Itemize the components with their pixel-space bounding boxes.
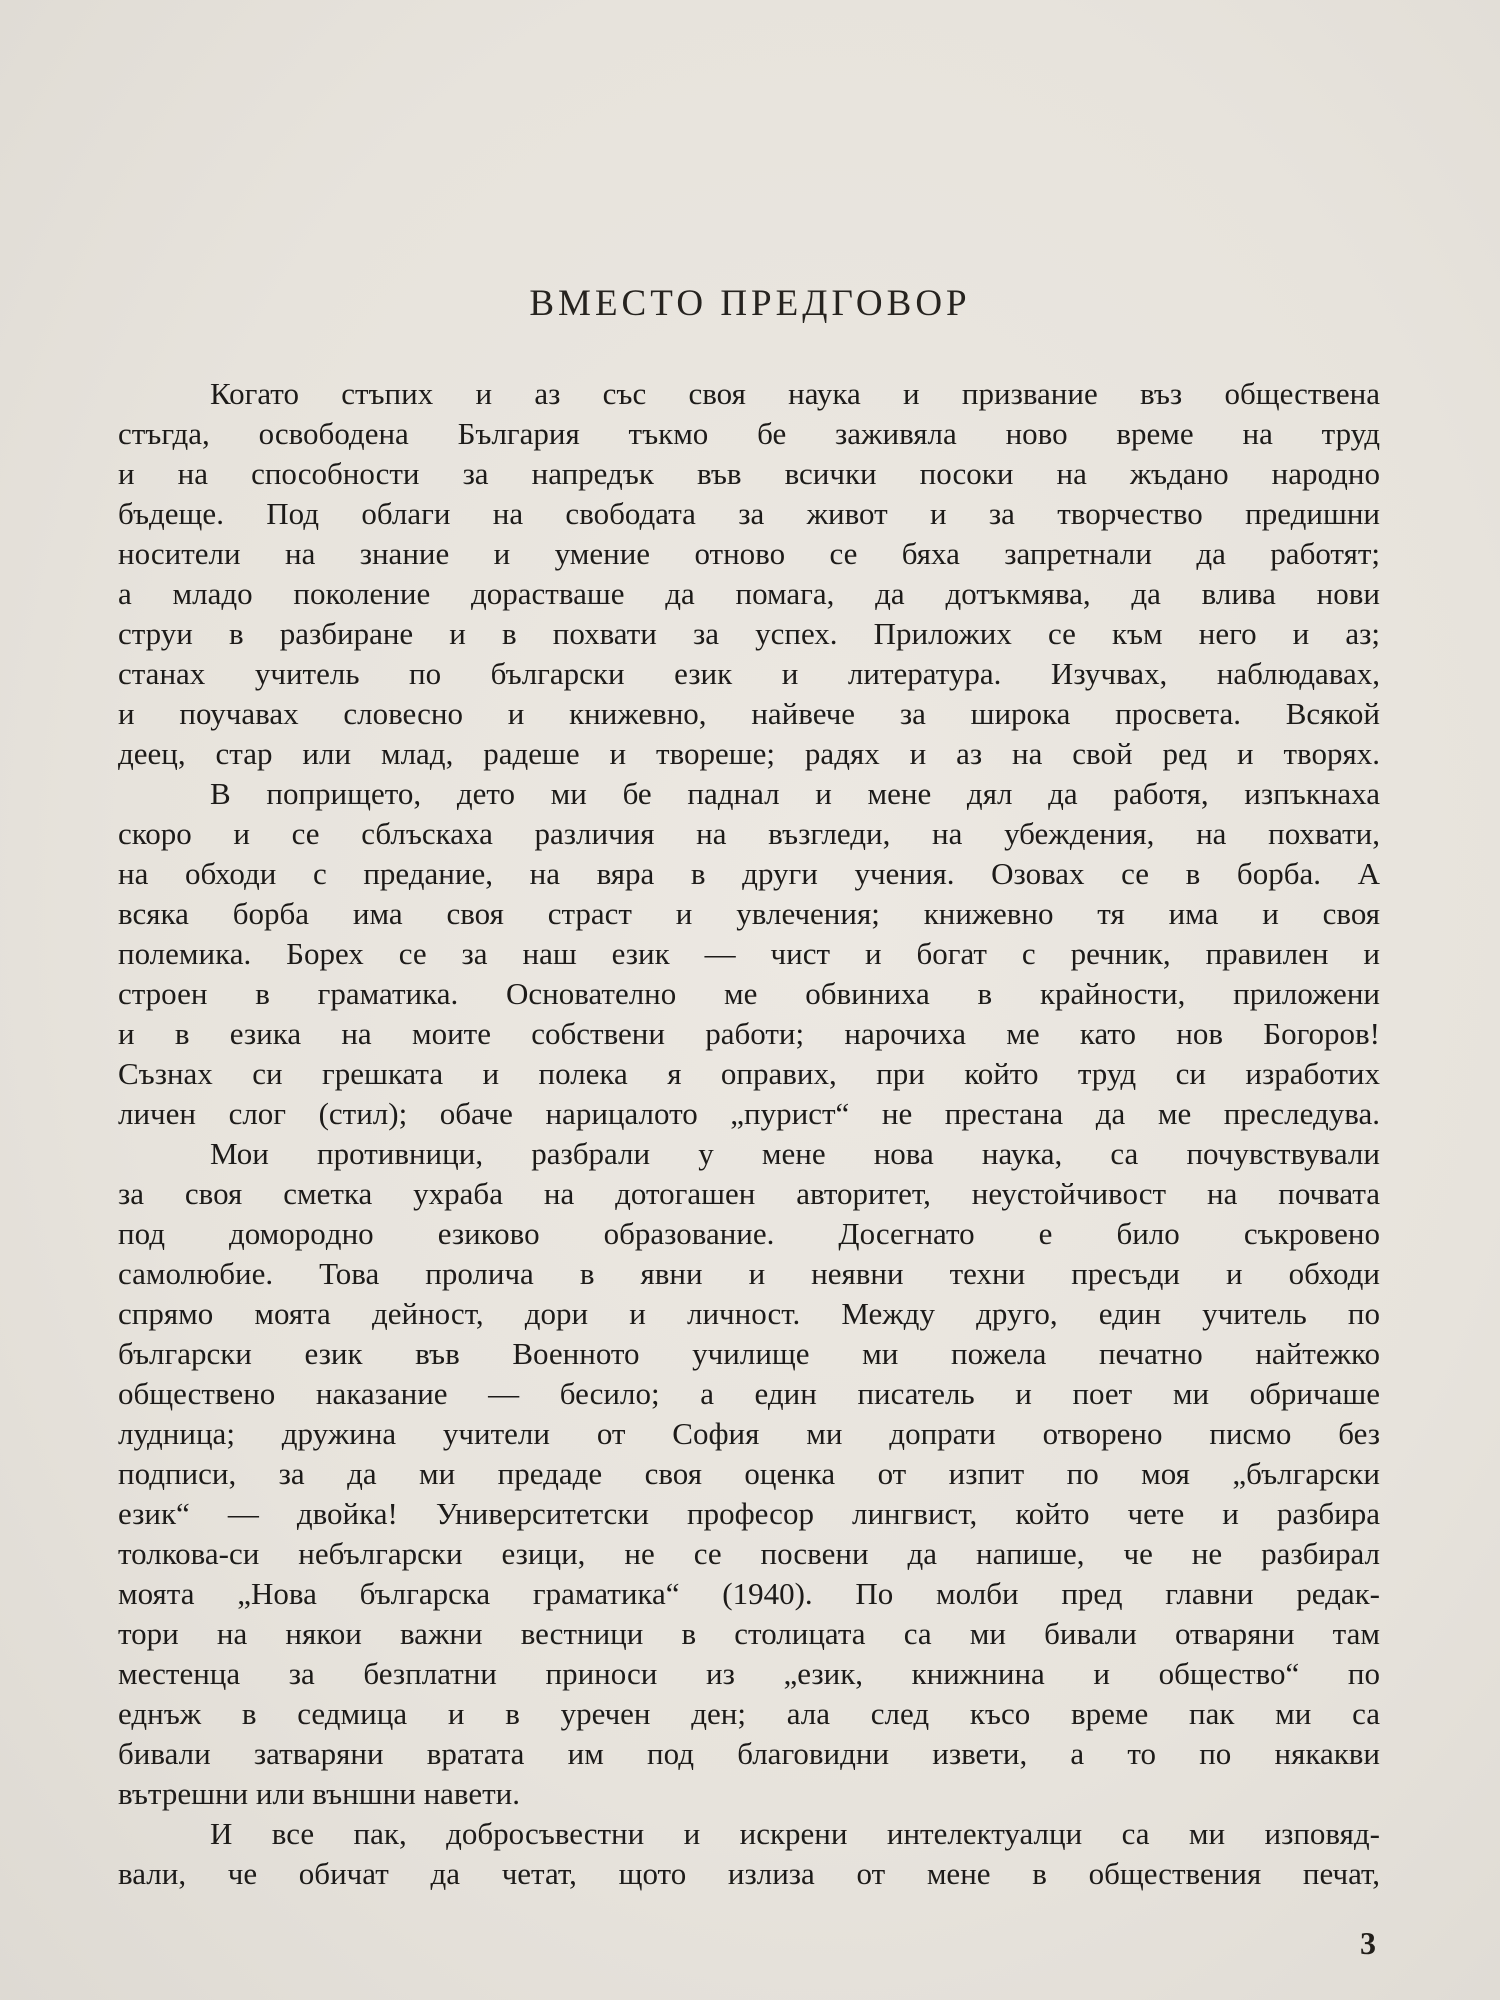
text-line: еднъж в седмица и в уречен ден; ала след късо време пак ми са (118, 1696, 1380, 1731)
body-text (118, 374, 1380, 1894)
text-line: тори на някои важни вестници в столицата са ми бивали отваряни там (118, 1616, 1380, 1651)
text-line: строен в граматика. Основателно ме обвиниха в крайности, приложени (118, 976, 1380, 1011)
text-line: спрямо моята дейност, дори и личност. Между друго, един учитель по (118, 1296, 1380, 1331)
text-line: за своя сметка ухраба на дотогашен авторитет, неустойчивост на почвата (118, 1176, 1380, 1211)
text-line: В попрището, дето ми бе паднал и мене дял да работя, изпъкнаха (210, 776, 1380, 811)
text-line: местенца за безплатни приноси из „език, книжнина и общество“ по (118, 1656, 1380, 1691)
text-line: подписи, за да ми предаде своя оценка от изпит по моя „български (118, 1456, 1380, 1491)
text-line: бъдеще. Под облаги на свободата за живот и за творчество предишни (118, 496, 1380, 531)
text-line: струи в разбиране и в похвати за успех. Приложих се към него и аз; (118, 616, 1380, 651)
text-line: носители на знание и умение отново се бяха запретнали да работят; (118, 536, 1380, 571)
text-line: Съзнах си грешката и полека я оправих, при който труд си изработих (118, 1056, 1380, 1091)
text-line: скоро и се сблъскаха различия на възгледи, на убеждения, на похвати, (118, 816, 1380, 851)
text-line: език“ — двойка! Университетски професор лингвист, който чете и разбира (118, 1496, 1380, 1531)
text-line: полемика. Борех се за наш език — чист и богат с речник, правилен и (118, 936, 1380, 971)
text-line: а младо поколение дорастваше да помага, да дотъкмява, да влива нови (118, 576, 1380, 611)
page-title: ВМЕСТО ПРЕДГОВОР (529, 283, 971, 324)
text-line: стъгда, освободена България тъкмо бе заживяла ново време на труд (118, 416, 1380, 451)
paragraph-1 (118, 374, 1380, 774)
text-line: вали, че обичат да четат, щото излиза от мене в обществения печат, (118, 1856, 1380, 1891)
text-line: под доморoдно езиково образование. Досегнато е било съкровено (118, 1216, 1380, 1251)
text-line: моята „Нова българска граматика“ (1940). По молби пред главни редак- (118, 1576, 1380, 1611)
text-line: лудница; дружина учители от София ми допрати отворено писмо без (118, 1416, 1380, 1451)
text-line: И все пак, добросъвестни и искрени интелектуалци са ми изповяд- (210, 1816, 1380, 1851)
text-line: станах учитель по български език и литература. Изучвах, наблюдавах, (118, 656, 1380, 691)
paragraph-2 (118, 774, 1380, 1134)
text-line: и поучавах словесно и книжевно, найвече за широка просвета. Всякой (118, 696, 1380, 731)
text-line: бивали затваряни вратата им под благовидни извети, а то по някакви (118, 1736, 1380, 1771)
paragraph-3 (118, 1134, 1380, 1814)
text-line: деец, стар или млад, радеше и твореше; радях и аз на свой ред и творях. (118, 736, 1380, 771)
text-line: обществено наказание — бесило; а един писатель и поет ми обричаше (118, 1376, 1380, 1411)
text-line: Мои противници, разбрали у мене нова наука, са почувствували (210, 1136, 1380, 1171)
text-line: всяка борба има своя страст и увлечения; книжевно тя има и своя (118, 896, 1380, 931)
text-line: самолюбие. Това пролича в явни и неявни техни пресъди и обходи (118, 1256, 1380, 1291)
paragraph-4 (118, 1814, 1380, 1894)
text-line: и в езика на моите собствени работи; нарочиха ме като нов Богоров! (118, 1016, 1380, 1051)
text-line: на обходи с предание, на вяра в други учения. Озовах се в борба. А (118, 856, 1380, 891)
text-line: и на способности за напредък във всички посоки на жъдано народно (118, 456, 1380, 491)
text-line: толкова-си небългарски езици, не се посвени да напише, че не разбирал (118, 1536, 1380, 1571)
text-line: личен слог (стил); обаче нарицалото „пурист“ не престана да ме преследува. (118, 1096, 1380, 1131)
text-line: Когато стъпих и аз със своя наука и призвание въз обществена (210, 376, 1380, 411)
text-line: вътрешни или външни навети. (118, 1776, 521, 1811)
text-line: български език във Военното училище ми пожела печатно найтежко (118, 1336, 1380, 1371)
page-number: 3 (1360, 1925, 1376, 1961)
